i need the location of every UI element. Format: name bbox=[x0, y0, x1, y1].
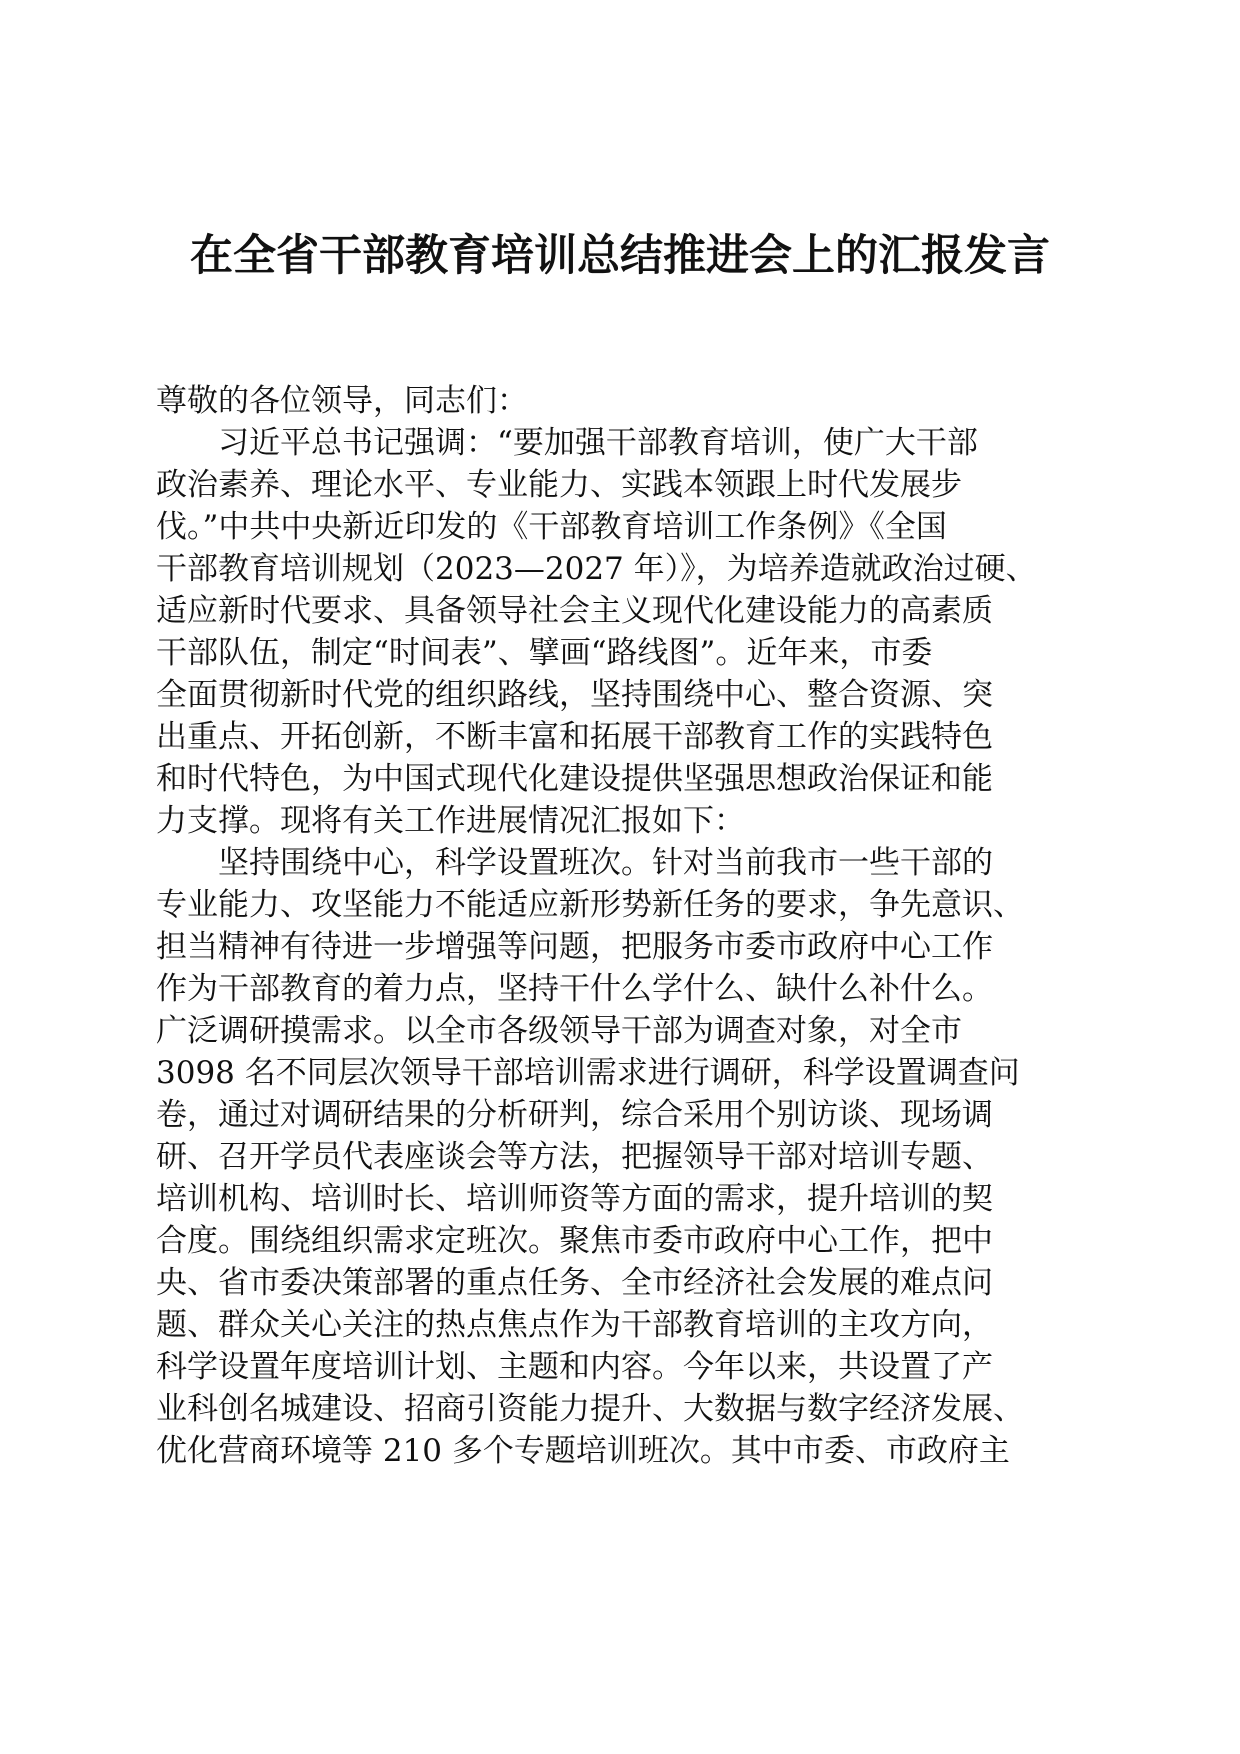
body-line: 习近平总书记强调：“要加强干部教育培训，使广大干部 bbox=[218, 425, 978, 461]
body-line: 央、省市委决策部署的重点任务、全市经济社会发展的难点问 bbox=[156, 1265, 993, 1301]
body-line: 专业能力、攻坚能力不能适应新形势新任务的要求，争先意识、 bbox=[156, 887, 1024, 923]
body-line: 科学设置年度培训计划、主题和内容。今年以来，共设置了产 bbox=[156, 1349, 993, 1385]
body-line: 干部队伍，制定“时间表”、擘画“路线图”。近年来，市委 bbox=[156, 635, 933, 671]
body-line: 研、召开学员代表座谈会等方法，把握领导干部对培训专题、 bbox=[156, 1139, 993, 1175]
body-line: 担当精神有待进一步增强等问题，把服务市委市政府中心工作 bbox=[156, 929, 993, 965]
body-line: 优化营商环境等 210 多个专题培训班次。其中市委、市政府主 bbox=[156, 1433, 1010, 1469]
document-body bbox=[156, 380, 1086, 1472]
body-line: 作为干部教育的着力点，坚持干什么学什么、缺什么补什么。 bbox=[156, 971, 993, 1007]
body-line: 干部教育培训规划（2023—2027 年）》，为培养造就政治过硬、 bbox=[156, 551, 1037, 587]
body-line: 卷，通过对调研结果的分析研判，综合采用个别访谈、现场调 bbox=[156, 1097, 993, 1133]
body-line: 广泛调研摸需求。以全市各级领导干部为调查对象，对全市 bbox=[156, 1013, 962, 1049]
body-line: 题、群众关心关注的热点焦点作为干部教育培训的主攻方向， bbox=[156, 1307, 993, 1343]
body-line: 业科创名城建设、招商引资能力提升、大数据与数字经济发展、 bbox=[156, 1391, 1024, 1427]
body-line: 适应新时代要求、具备领导社会主义现代化建设能力的高素质 bbox=[156, 593, 993, 629]
body-line: 合度。围绕组织需求定班次。聚焦市委市政府中心工作，把中 bbox=[156, 1223, 993, 1259]
body-line: 出重点、开拓创新，不断丰富和拓展干部教育工作的实践特色 bbox=[156, 719, 993, 755]
body-line: 伐。”中共中央新近印发的《干部教育培训工作条例》《全国 bbox=[156, 509, 947, 545]
body-line: 培训机构、培训时长、培训师资等方面的需求，提升培训的契 bbox=[156, 1181, 993, 1217]
body-line: 和时代特色，为中国式现代化建设提供坚强思想政治保证和能 bbox=[156, 761, 993, 797]
body-line: 3098 名不同层次领导干部培训需求进行调研，科学设置调查问 bbox=[156, 1055, 1020, 1091]
body-line: 政治素养、理论水平、专业能力、实践本领跟上时代发展步 bbox=[156, 467, 962, 503]
body-line: 全面贯彻新时代党的组织路线，坚持围绕中心、整合资源、突 bbox=[156, 677, 993, 713]
document-title: 在全省干部教育培训总结推进会上的汇报发言 bbox=[190, 231, 1050, 281]
body-line: 坚持围绕中心，科学设置班次。针对当前我市一些干部的 bbox=[218, 845, 993, 881]
body-line: 尊敬的各位领导，同志们： bbox=[156, 383, 528, 419]
body-line: 力支撑。现将有关工作进展情况汇报如下： bbox=[156, 803, 745, 839]
